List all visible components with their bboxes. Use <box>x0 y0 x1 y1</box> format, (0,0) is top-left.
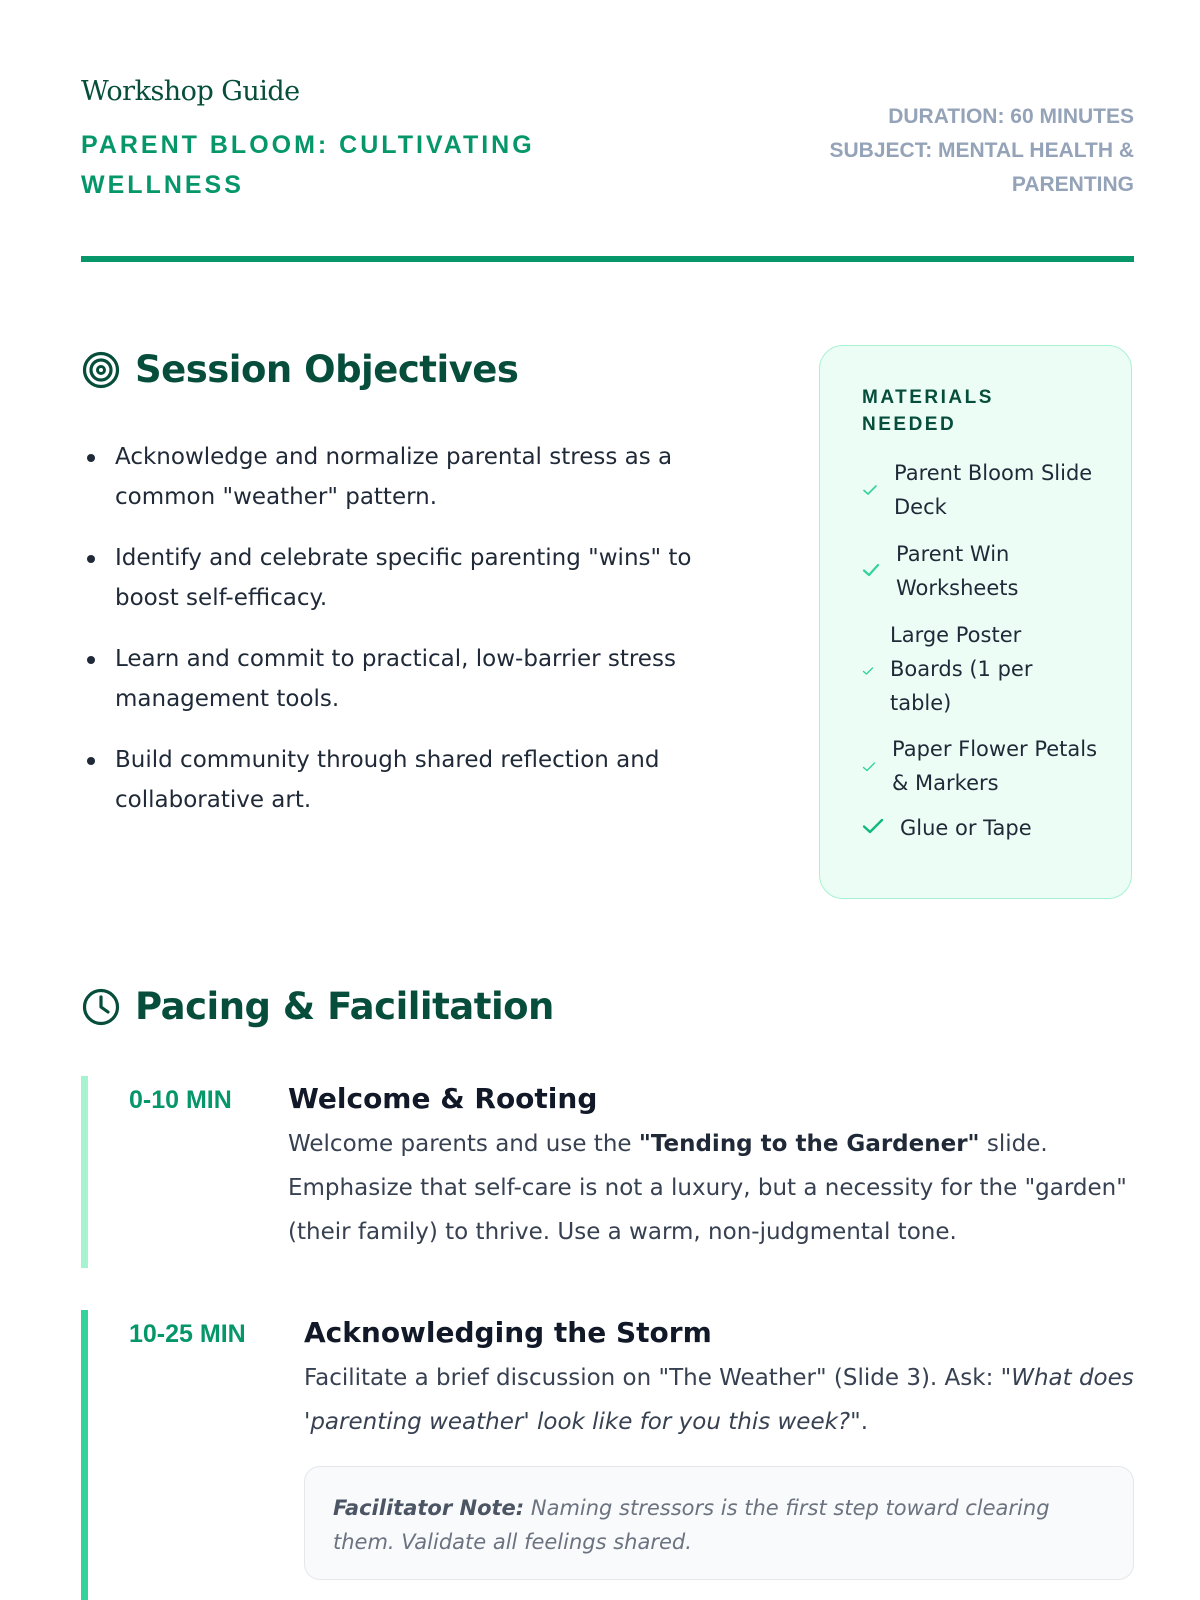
check-icon <box>862 749 876 783</box>
materials-item <box>862 537 1102 605</box>
text-segment: slide. Emphasize that self-care is not a luxury, but a necessity for the "garden" (their family) to thrive. Use a warm, non-judgmental tone. <box>288 1131 1127 1245</box>
quote-text: "What does 'parenting weather' look like for you this week?" <box>304 1365 1134 1435</box>
objective-text: Acknowledge and normalize parental stress as a common "weather" pattern. <box>115 444 673 510</box>
text-segment: . <box>860 1409 869 1435</box>
note-text: Naming stressors is the first step toward clearing them. Validate all feelings shared. <box>333 1496 1050 1554</box>
block-heading: Acknowledging the Storm <box>304 1316 712 1349</box>
list-item <box>81 639 741 719</box>
text-segment: Welcome parents and use the <box>288 1131 639 1157</box>
block-content <box>304 1310 1134 1580</box>
check-icon <box>862 473 878 507</box>
materials-item <box>862 732 1102 800</box>
check-icon <box>862 811 884 845</box>
materials-label: Large Poster Boards (1 per table) <box>890 623 1033 715</box>
list-item <box>81 538 741 618</box>
slide-name: "Tending to the Gardener" <box>638 1131 980 1157</box>
time-label: 10-25 MIN <box>129 1320 246 1348</box>
materials-item <box>862 456 1102 524</box>
list-item <box>81 437 741 517</box>
block-heading: Welcome & Rooting <box>288 1082 598 1115</box>
facilitator-note <box>304 1466 1134 1580</box>
header-divider <box>81 256 1134 262</box>
materials-label: Parent Bloom Slide Deck <box>894 461 1093 519</box>
agenda-block-welcome <box>81 1076 1134 1268</box>
materials-label: Paper Flower Petals & Markers <box>892 737 1098 795</box>
objective-text: Identify and celebrate specific parenting "wins" to boost self-efficacy. <box>115 545 692 611</box>
subject-text: SUBJECT: MENTAL HEALTH & PARENTING <box>829 139 1134 196</box>
materials-label: Glue or Tape <box>900 816 1032 840</box>
bullet-icon <box>87 555 95 563</box>
doc-meta <box>754 100 1134 202</box>
materials-card <box>819 345 1132 899</box>
block-text <box>288 1122 1134 1254</box>
materials-label: Parent Win Worksheets <box>896 542 1019 600</box>
objective-text: Build community through shared reflection and collaborative art. <box>115 747 660 813</box>
pacing-heading <box>81 985 554 1028</box>
objectives-heading <box>81 348 518 391</box>
materials-title: MATERIALS NEEDED <box>862 387 994 435</box>
materials-item <box>862 618 1092 720</box>
list-item <box>81 740 741 820</box>
pacing-title: Pacing & Facilitation <box>135 985 554 1028</box>
check-icon <box>862 554 880 588</box>
text-segment: Facilitate a brief discussion on "The Weather" (Slide 3). Ask: <box>304 1365 1001 1391</box>
block-content <box>288 1076 1134 1254</box>
header <box>81 76 1134 262</box>
doc-title: PARENT BLOOM: CULTIVATING WELLNESS <box>81 131 535 199</box>
agenda-block-storm <box>81 1310 1134 1600</box>
bullet-icon <box>87 454 95 462</box>
materials-item <box>862 811 1102 845</box>
duration-text: DURATION: 60 MINUTES <box>888 105 1134 128</box>
objective-text: Learn and commit to practical, low-barrier stress management tools. <box>115 646 676 712</box>
bullet-icon <box>87 656 95 664</box>
timeline-bar <box>81 1310 88 1600</box>
time-label: 0-10 MIN <box>129 1086 232 1114</box>
objectives-list <box>81 437 741 841</box>
check-icon <box>862 652 874 686</box>
bullet-icon <box>87 757 95 765</box>
block-text <box>304 1356 1134 1444</box>
note-label: Facilitator Note: <box>333 1496 525 1520</box>
doc-kicker: Workshop Guide <box>81 76 300 107</box>
timeline-bar <box>81 1076 88 1268</box>
target-icon <box>81 350 121 390</box>
objectives-title: Session Objectives <box>135 348 519 391</box>
clock-icon <box>81 987 121 1027</box>
